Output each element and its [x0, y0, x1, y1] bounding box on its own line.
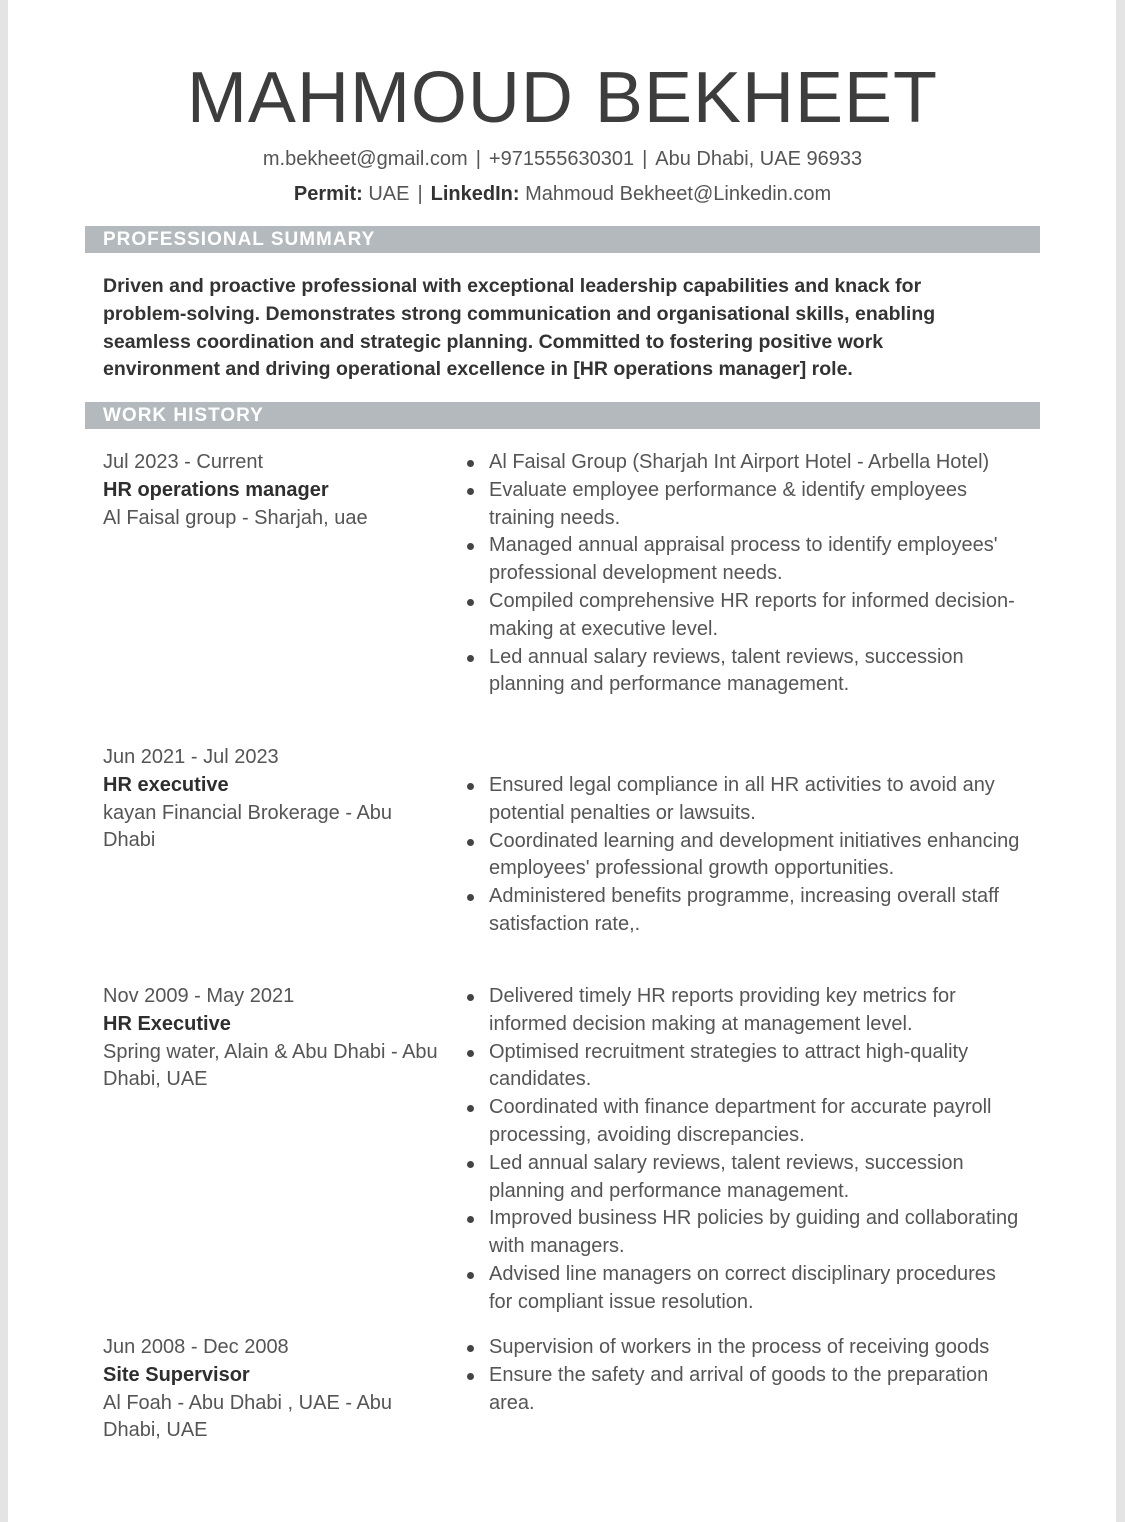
job-company: Spring water, Alain & Abu Dhabi - Abu Dhabi, UAE [103, 1040, 438, 1091]
job-dates: Jun 2021 - Jul 2023 [103, 746, 279, 768]
job-title: Site Supervisor [103, 1363, 250, 1386]
bullet-item: Ensure the safety and arrival of goods to the preparation area. [489, 1362, 1024, 1418]
location: Abu Dhabi, UAE 96933 [655, 148, 863, 170]
job-bullets [489, 1334, 1024, 1417]
job-bullets [489, 449, 1024, 699]
phone[interactable]: +971555630301 [488, 148, 635, 170]
bullet-item: Led annual salary reviews, talent reviews, succession planning and performance management. [489, 1150, 1024, 1206]
bullet-item: Managed annual appraisal process to identify employees' professional development needs. [489, 532, 1024, 588]
job-dates: Jul 2023 - Current [103, 451, 264, 473]
section-header-summary: PROFESSIONAL SUMMARY [85, 226, 1040, 253]
bullet-item: Led annual salary reviews, talent reviews, succession planning and performance management. [489, 644, 1024, 700]
bullet-item: Advised line managers on correct disciplinary procedures for compliant issue resolution. [489, 1261, 1024, 1317]
section-header-work-history: WORK HISTORY [85, 402, 1040, 429]
job-meta [103, 744, 443, 855]
permit-linkedin-line [0, 181, 1125, 207]
job-company: Al Faisal group - Sharjah, uae [103, 506, 368, 529]
professional-summary: Driven and proactive professional with exceptional leadership capabilities and knack for problem-solving. Demonstrates strong communication and organisational skills, enabling seamless coordination and strategic planning. Committed to fostering positive work environment and driving operational excellence in [HR operations manager] role. [103, 275, 936, 381]
separator: | [642, 148, 648, 170]
permit-value: UAE [368, 183, 410, 205]
job-title: HR executive [103, 773, 229, 796]
email[interactable]: m.bekheet@gmail.com [262, 148, 468, 170]
job-title: HR Executive [103, 1012, 231, 1035]
job-company: Al Foah - Abu Dhabi , UAE - Abu Dhabi, UAE [103, 1391, 393, 1442]
contact-line [0, 146, 1125, 172]
separator: | [475, 148, 481, 170]
bullet-item: Al Faisal Group (Sharjah Int Airport Hotel - Arbella Hotel) [489, 449, 1024, 477]
bullet-item: Delivered timely HR reports providing key metrics for informed decision making at management level. [489, 983, 1024, 1039]
job-meta [103, 449, 443, 532]
bullet-item: Evaluate employee performance & identify employees training needs. [489, 477, 1024, 533]
bullet-item: Administered benefits programme, increasing overall staff satisfaction rate,. [489, 883, 1024, 939]
job-bullets [489, 772, 1024, 939]
job-meta [103, 1334, 443, 1445]
job-meta [103, 983, 443, 1094]
job-dates: Jun 2008 - Dec 2008 [103, 1336, 289, 1358]
separator: | [417, 183, 423, 205]
bullet-item: Supervision of workers in the process of receiving goods [489, 1334, 1024, 1362]
resume-name: MAHMOUD BEKHEET [186, 58, 939, 138]
job-company: kayan Financial Brokerage - Abu Dhabi [103, 801, 393, 852]
page-edge-left [0, 0, 8, 1522]
linkedin-label: LinkedIn: [430, 183, 520, 205]
bullet-item: Improved business HR policies by guiding and collaborating with managers. [489, 1205, 1024, 1261]
job-dates: Nov 2009 - May 2021 [103, 985, 295, 1007]
permit-label: Permit: [293, 183, 363, 205]
job-bullets [489, 983, 1024, 1317]
linkedin-value[interactable]: Mahmoud Bekheet@Linkedin.com [525, 183, 832, 205]
page-edge-right [1116, 0, 1125, 1522]
bullet-item: Coordinated with finance department for accurate payroll processing, avoiding discrepancies. [489, 1094, 1024, 1150]
bullet-item: Coordinated learning and development initiatives enhancing employees' professional growth opportunities. [489, 828, 1024, 884]
bullet-item: Optimised recruitment strategies to attract high-quality candidates. [489, 1039, 1024, 1095]
job-title: HR operations manager [103, 478, 329, 501]
bullet-item: Ensured legal compliance in all HR activities to avoid any potential penalties or lawsuits. [489, 772, 1024, 828]
bullet-item: Compiled comprehensive HR reports for informed decision-making at executive level. [489, 588, 1024, 644]
